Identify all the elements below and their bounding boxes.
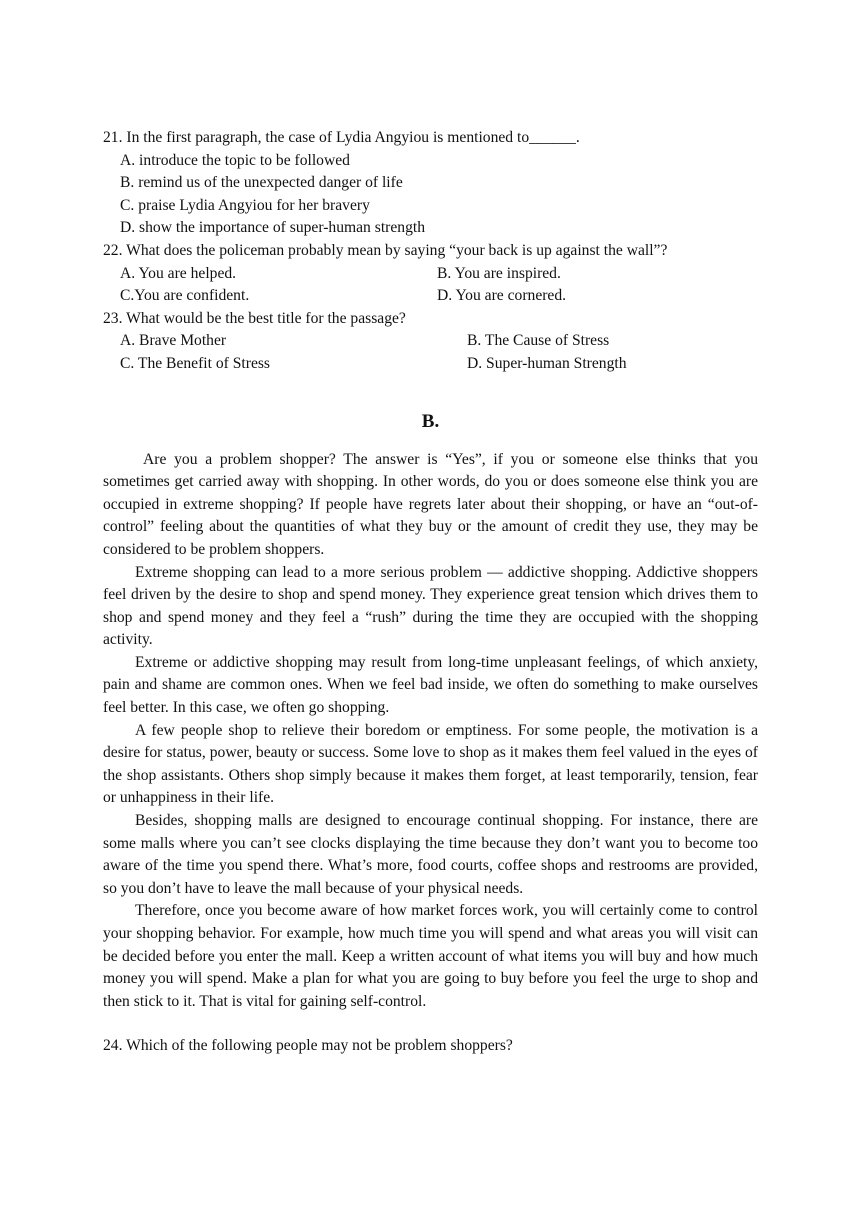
option-b: B. remind us of the unexpected danger of life bbox=[120, 174, 403, 192]
question-21 bbox=[103, 127, 758, 240]
passage-paragraph: Besides, shopping malls are designed to encourage continual shopping. For instance, there are some malls where you can’t see clocks displaying the time because they don’t want you to become too aware of the time you spend there. What’s more, food courts, coffee shops and restrooms are provided, so you don’t have to leave the mall because of your physical needs. bbox=[103, 812, 758, 897]
question-stem: 21. In the first paragraph, the case of Lydia Angyiou is mentioned to______. bbox=[103, 129, 580, 146]
question-24-stem: 24. Which of the following people may not be problem shoppers? bbox=[103, 1037, 513, 1055]
option-row bbox=[103, 353, 758, 376]
question-22 bbox=[103, 240, 758, 308]
option-a: A. introduce the topic to be followed bbox=[120, 151, 350, 169]
option-c: C.You are confident. bbox=[120, 287, 250, 305]
option-c: C. praise Lydia Angyiou for her bravery bbox=[120, 196, 370, 214]
passage-paragraph: A few people shop to relieve their boredom or emptiness. For some people, the motivation is a desire for status, power, beauty or success. Some love to shop as it makes them feel valued in the eyes of the shop assistants. Others shop simply because it makes them forget, at least temporarily, tension, fear or unhappiness in their life. bbox=[103, 721, 758, 807]
option-d: D. show the importance of super-human strength bbox=[120, 219, 425, 237]
option-row bbox=[103, 263, 758, 286]
option-d: D. You are cornered. bbox=[437, 287, 567, 305]
passage-paragraph: Extreme or addictive shopping may result from long-time unpleasant feelings, of which anxiety, pain and shame are common ones. When we feel bad inside, we often do something to make ourselves feel better. In this case, we often go shopping. bbox=[103, 653, 758, 717]
option-b: B. You are inspired. bbox=[437, 264, 561, 282]
passage-paragraph: Extreme shopping can lead to a more serious problem — addictive shopping. Addictive shoppers feel driven by the desire to shop and spend money. They experience great tension which drives them to shop and spend money and they feel a “rush” during the time they are occupied with the shopping activity. bbox=[103, 563, 758, 649]
question-stem: 23. What would be the best title for the passage? bbox=[103, 309, 406, 327]
question-23 bbox=[103, 308, 758, 376]
section-title: B. bbox=[421, 410, 440, 432]
option-row bbox=[103, 285, 758, 308]
option-d: D. Super-human Strength bbox=[467, 354, 627, 372]
page-content bbox=[103, 127, 758, 1058]
option-row bbox=[103, 330, 758, 353]
option-a: A. You are helped. bbox=[120, 264, 237, 282]
passage-paragraph: Therefore, once you become aware of how market forces work, you will certainly come to control your shopping behavior. For example, how much time you will spend and what areas you will visit can be decided before you enter the mall. Keep a written account of what items you will buy and how much money you will spend. Make a plan for what you are going to buy before you feel the urge to shop and then stick to it. That is vital for gaining self-control. bbox=[103, 902, 758, 1010]
option-b: B. The Cause of Stress bbox=[467, 332, 610, 350]
passage bbox=[103, 449, 758, 1014]
option-c: C. The Benefit of Stress bbox=[120, 354, 270, 372]
question-stem: 22. What does the policeman probably mean by saying “your back is up against the wall”? bbox=[103, 241, 668, 259]
passage-paragraph: Are you a problem shopper? The answer is “Yes”, if you or someone else thinks that you sometimes get carried away with shopping. In other words, do you or does someone else think you are occupied in extreme shopping? If people have regrets later about their shopping, or have an “out-of-control” feeling about the quantities of what they buy or the amount of credit they use, they may be considered to be problem shoppers. bbox=[103, 450, 758, 558]
option-a: A. Brave Mother bbox=[120, 332, 227, 350]
